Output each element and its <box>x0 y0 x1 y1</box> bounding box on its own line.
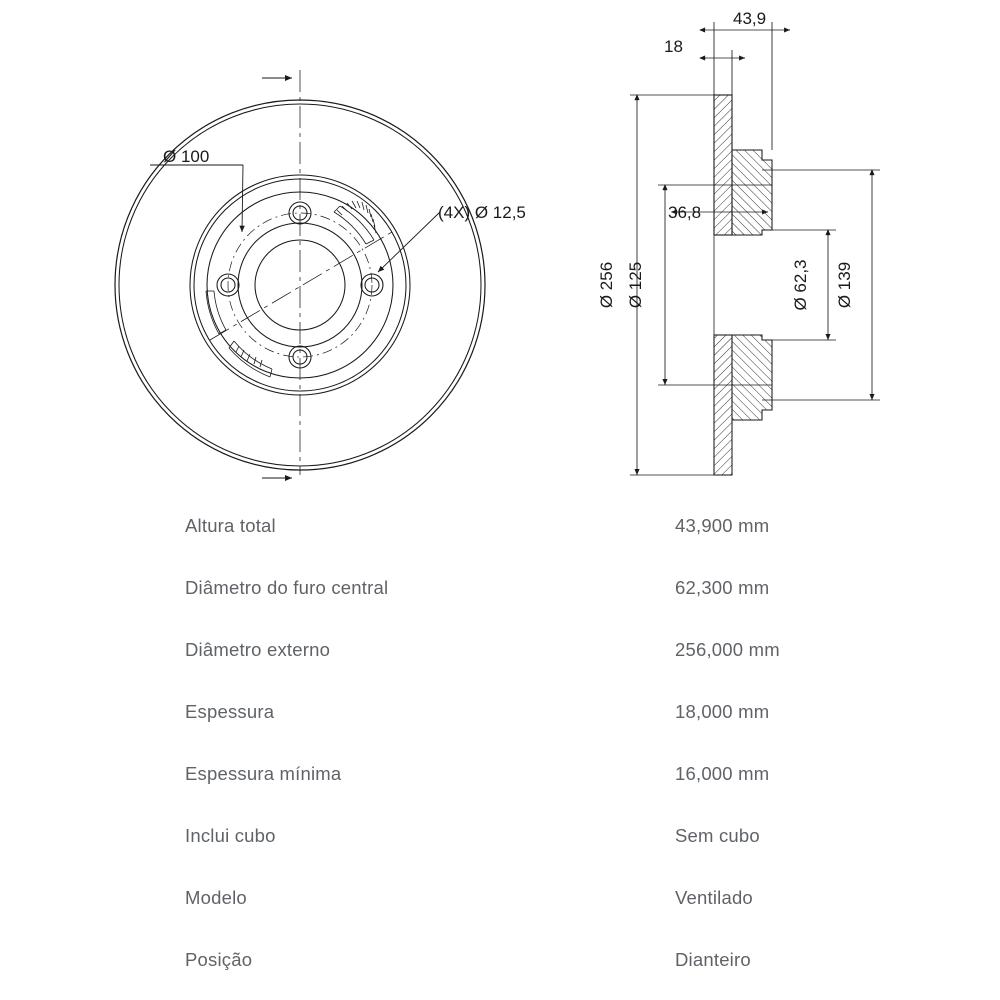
label-hat-depth: 36,8 <box>668 203 702 222</box>
spec-value: Sem cubo <box>675 825 760 846</box>
spec-value: 43,900 mm <box>675 515 770 536</box>
spec-label: Diâmetro do furo central <box>185 577 389 598</box>
front-view-group <box>115 70 485 478</box>
table-row <box>0 619 1000 681</box>
hat-section-upper <box>732 150 772 235</box>
label-hub-diameter: Ø 139 <box>835 261 854 309</box>
spec-value: 256,000 mm <box>675 639 780 660</box>
technical-drawings <box>0 0 1000 490</box>
table-row <box>0 743 1000 805</box>
spec-label: Espessura <box>185 701 275 722</box>
label-center-bore: Ø 62,3 <box>791 259 810 311</box>
spec-label: Inclui cubo <box>185 825 276 846</box>
centre-dimension-ticks <box>262 78 292 478</box>
pcd-leader <box>150 165 243 232</box>
drawing-canvas <box>0 0 1000 490</box>
center-axis <box>210 70 392 475</box>
table-row <box>0 681 1000 743</box>
table-row <box>0 495 1000 557</box>
spec-value: 16,000 mm <box>675 763 770 784</box>
spec-label: Modelo <box>185 887 247 908</box>
label-outer-diameter: Ø 256 <box>597 261 616 309</box>
label-disc-thickness: 18 <box>664 37 683 56</box>
table-row <box>0 867 1000 929</box>
rotor-section-bottom <box>714 335 732 475</box>
spec-value: Dianteiro <box>675 949 751 970</box>
spec-label: Diâmetro externo <box>185 639 331 660</box>
spec-table <box>0 495 1000 991</box>
spec-value: 62,300 mm <box>675 577 770 598</box>
label-overall-height: 43,9 <box>733 9 767 28</box>
spec-label: Altura total <box>185 515 276 536</box>
vane-detail-2 <box>206 291 226 334</box>
label-friction-diameter: Ø 125 <box>626 261 645 309</box>
right-dimension-lines <box>762 170 880 400</box>
table-row <box>0 557 1000 619</box>
spec-value: 18,000 mm <box>675 701 770 722</box>
rotor-section-top <box>714 95 732 235</box>
bolt-hole-leader <box>378 212 440 272</box>
label-bolt-holes: (4X) Ø 12,5 <box>438 203 526 222</box>
spec-value: Ventilado <box>675 887 753 908</box>
label-pcd: Ø 100 <box>163 147 210 166</box>
table-row <box>0 805 1000 867</box>
table-row <box>0 929 1000 991</box>
spec-label: Posição <box>185 949 253 970</box>
hat-section-lower <box>732 335 772 420</box>
spec-label: Espessura mínima <box>185 763 342 784</box>
section-view-group <box>630 22 880 475</box>
